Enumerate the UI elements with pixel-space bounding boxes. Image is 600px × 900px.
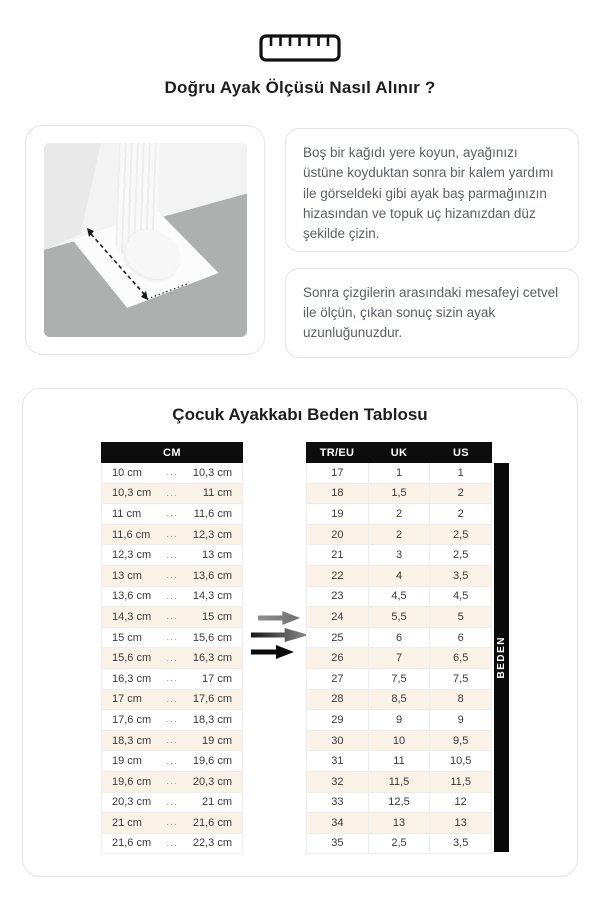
cm-min-value: 13 cm — [112, 569, 142, 582]
cm-table-row — [102, 834, 242, 855]
size-table-row — [307, 731, 492, 752]
cm-max-value: 19 cm — [202, 734, 232, 747]
instruction-step-2 — [285, 268, 579, 358]
size-cell-tr-eu: 19 — [307, 504, 369, 524]
size-cell-tr-eu: 29 — [307, 710, 369, 730]
size-cell-uk: 2 — [369, 525, 431, 545]
cm-min-value: 17,6 cm — [112, 713, 152, 726]
cm-table-row — [102, 545, 242, 566]
cm-range-separator: ... — [166, 652, 178, 664]
size-table-row — [307, 525, 492, 546]
ruler-icon — [259, 34, 341, 62]
size-cell-us: 3,5 — [430, 834, 492, 854]
size-cell-tr-eu: 20 — [307, 525, 369, 545]
cm-min-value: 16,3 cm — [112, 672, 152, 685]
cm-table-row — [102, 587, 242, 608]
cm-max-value: 17 cm — [202, 672, 232, 685]
size-cell-uk: 4,5 — [369, 587, 431, 607]
size-cell-us: 1 — [430, 463, 492, 483]
size-table-row — [307, 710, 492, 731]
instruction-step-1-text: Boş bir kağıdı yere koyun, ayağınızı üstüne koyduktan sonra bir kalem yardımı ile görseldeki gibi ayak baş parmağınızın hizasından ve topuk uç hizanızdan düz şekilde çizin. — [303, 145, 554, 241]
cm-max-value: 14,3 cm — [192, 590, 232, 603]
cm-table-row — [102, 628, 242, 649]
size-cell-tr-eu: 23 — [307, 587, 369, 607]
cm-table-row — [102, 463, 242, 484]
cm-min-value: 13,6 cm — [112, 590, 152, 603]
cm-table-row — [102, 484, 242, 505]
cm-max-value: 20,3 cm — [192, 775, 232, 788]
size-table-row — [307, 834, 492, 855]
measurement-arrow-icon — [44, 143, 247, 337]
arrow-right-icon — [258, 611, 300, 625]
cm-max-value: 21 cm — [202, 796, 232, 809]
cm-range-separator: ... — [166, 796, 178, 808]
size-table-row — [307, 793, 492, 814]
cm-range-separator: ... — [166, 467, 178, 479]
size-cell-uk: 1,5 — [369, 484, 431, 504]
size-table-row — [307, 628, 492, 649]
cm-min-value: 12,3 cm — [112, 549, 152, 562]
size-cell-us: 2 — [430, 504, 492, 524]
cm-table — [101, 442, 243, 854]
cm-table-row — [102, 648, 242, 669]
cm-table-row — [102, 690, 242, 711]
column-header-uk: UK — [390, 446, 408, 459]
arrow-right-icon — [251, 645, 294, 659]
cm-min-value: 19 cm — [112, 755, 142, 768]
size-cell-uk: 7,5 — [369, 669, 431, 689]
cm-table-row — [102, 669, 242, 690]
column-header-us: US — [453, 446, 469, 459]
cm-max-value: 10,3 cm — [192, 466, 232, 479]
size-cell-uk: 8,5 — [369, 690, 431, 710]
instruction-step-1 — [285, 128, 579, 252]
size-cell-tr-eu: 27 — [307, 669, 369, 689]
size-table-row — [307, 751, 492, 772]
cm-range-separator: ... — [166, 755, 178, 767]
size-cell-us: 13 — [430, 813, 492, 833]
cm-range-separator: ... — [166, 817, 178, 829]
conversion-arrows-icon — [251, 611, 311, 661]
cm-table-body — [101, 463, 243, 854]
size-cell-uk: 6 — [369, 628, 431, 648]
size-cell-uk: 1 — [369, 463, 431, 483]
size-table-row — [307, 566, 492, 587]
cm-range-separator: ... — [166, 632, 178, 644]
cm-max-value: 21,6 cm — [192, 816, 232, 829]
cm-table-row — [102, 710, 242, 731]
cm-max-value: 11,6 cm — [193, 507, 232, 520]
size-table-row — [307, 772, 492, 793]
size-cell-tr-eu: 33 — [307, 793, 369, 813]
size-cell-uk: 9 — [369, 710, 431, 730]
cm-range-separator: ... — [166, 529, 178, 541]
cm-min-value: 11,6 cm — [112, 528, 151, 541]
cm-range-separator: ... — [166, 611, 178, 623]
size-cell-us: 9 — [430, 710, 492, 730]
beden-axis-label: BEDEN — [496, 636, 507, 679]
size-table-header-row — [306, 442, 492, 463]
cm-range-separator: ... — [166, 590, 178, 602]
cm-range-separator: ... — [166, 837, 178, 849]
size-cell-us: 2 — [430, 484, 492, 504]
cm-min-value: 10 cm — [112, 466, 142, 479]
size-cell-tr-eu: 31 — [307, 751, 369, 771]
size-table-row — [307, 669, 492, 690]
size-cell-us: 3,5 — [430, 566, 492, 586]
cm-max-value: 15,6 cm — [192, 631, 232, 644]
size-table-row — [307, 484, 492, 505]
size-table-title: Çocuk Ayakkabı Beden Tablosu — [172, 405, 428, 424]
cm-table-header: CM — [101, 442, 243, 463]
size-cell-uk: 2,5 — [369, 834, 431, 854]
size-table-row — [307, 545, 492, 566]
size-cell-us: 5 — [430, 607, 492, 627]
foot-measurement-card — [25, 125, 265, 355]
cm-min-value: 17 cm — [112, 693, 142, 706]
size-cell-uk: 2 — [369, 504, 431, 524]
cm-max-value: 18,3 cm — [192, 713, 232, 726]
cm-table-row — [102, 731, 242, 752]
size-cell-us: 11,5 — [430, 772, 492, 792]
cm-min-value: 20,3 cm — [112, 796, 152, 809]
cm-min-value: 19,6 cm — [112, 775, 152, 788]
size-cell-uk: 7 — [369, 648, 431, 668]
cm-range-separator: ... — [166, 776, 178, 788]
arrow-right-icon — [251, 628, 309, 642]
size-cell-uk: 4 — [369, 566, 431, 586]
size-cell-tr-eu: 25 — [307, 628, 369, 648]
size-cell-us: 8 — [430, 690, 492, 710]
cm-max-value: 13 cm — [202, 549, 232, 562]
size-cell-tr-eu: 22 — [307, 566, 369, 586]
size-table-row — [307, 587, 492, 608]
foot-measurement-photo — [44, 143, 247, 337]
cm-table-row — [102, 772, 242, 793]
size-cell-uk: 10 — [369, 731, 431, 751]
size-cell-us: 7,5 — [430, 669, 492, 689]
instruction-step-2-text: Sonra çizgilerin arasındaki mesafeyi cetvel ile ölçün, çıkan sonuç sizin ayak uzunluğunuzdur. — [303, 284, 559, 341]
cm-range-separator: ... — [166, 549, 178, 561]
size-cell-tr-eu: 24 — [307, 607, 369, 627]
cm-max-value: 13,6 cm — [192, 569, 232, 582]
cm-max-value: 15 cm — [202, 610, 232, 623]
cm-min-value: 15 cm — [112, 631, 142, 644]
size-cell-tr-eu: 17 — [307, 463, 369, 483]
cm-min-value: 21 cm — [112, 816, 142, 829]
cm-min-value: 21,6 cm — [112, 837, 152, 850]
size-cell-uk: 5,5 — [369, 607, 431, 627]
cm-max-value: 19,6 cm — [192, 755, 232, 768]
cm-range-separator: ... — [166, 570, 178, 582]
size-cell-us: 10,5 — [430, 751, 492, 771]
size-cell-tr-eu: 21 — [307, 545, 369, 565]
cm-max-value: 11 cm — [202, 487, 232, 500]
cm-max-value: 16,3 cm — [192, 652, 232, 665]
size-cell-tr-eu: 26 — [307, 648, 369, 668]
size-table-row — [307, 504, 492, 525]
cm-table-row — [102, 813, 242, 834]
size-cell-us: 2,5 — [430, 525, 492, 545]
size-cell-us: 12 — [430, 793, 492, 813]
size-cell-us: 2,5 — [430, 545, 492, 565]
cm-min-value: 15,6 cm — [112, 652, 152, 665]
cm-min-value: 11 cm — [112, 507, 142, 520]
size-table-row — [307, 463, 492, 484]
size-table-row — [307, 690, 492, 711]
size-cell-tr-eu: 28 — [307, 690, 369, 710]
size-table-row — [307, 648, 492, 669]
cm-table-row — [102, 793, 242, 814]
size-cell-us: 6,5 — [430, 648, 492, 668]
size-cell-tr-eu: 35 — [307, 834, 369, 854]
cm-table-row — [102, 504, 242, 525]
cm-range-separator: ... — [166, 673, 178, 685]
cm-range-separator: ... — [166, 714, 178, 726]
size-cell-us: 6 — [430, 628, 492, 648]
size-cell-uk: 13 — [369, 813, 431, 833]
beden-axis-bar — [494, 463, 509, 852]
cm-min-value: 10,3 cm — [112, 487, 152, 500]
size-cell-uk: 3 — [369, 545, 431, 565]
size-cell-us: 9,5 — [430, 731, 492, 751]
size-table-row — [307, 607, 492, 628]
cm-min-value: 18,3 cm — [112, 734, 152, 747]
size-cell-uk: 12,5 — [369, 793, 431, 813]
size-table-card — [22, 388, 578, 877]
cm-table-row — [102, 525, 242, 546]
column-header-tr-eu: TR/EU — [319, 446, 355, 459]
size-conversion-table — [306, 442, 492, 854]
cm-range-separator: ... — [166, 693, 178, 705]
size-cell-us: 4,5 — [430, 587, 492, 607]
size-cell-uk: 11 — [369, 751, 431, 771]
size-table-body — [306, 463, 492, 854]
size-cell-tr-eu: 32 — [307, 772, 369, 792]
cm-max-value: 17,6 cm — [192, 693, 232, 706]
cm-table-row — [102, 607, 242, 628]
cm-range-separator: ... — [166, 508, 178, 520]
size-table-row — [307, 813, 492, 834]
page-title: Doğru Ayak Ölçüsü Nasıl Alınır ? — [164, 78, 436, 97]
size-cell-uk: 11,5 — [369, 772, 431, 792]
cm-min-value: 14,3 cm — [112, 610, 152, 623]
cm-max-value: 12,3 cm — [192, 528, 232, 541]
size-cell-tr-eu: 30 — [307, 731, 369, 751]
cm-range-separator: ... — [166, 735, 178, 747]
cm-max-value: 22,3 cm — [192, 837, 232, 850]
cm-range-separator: ... — [166, 487, 178, 499]
size-cell-tr-eu: 34 — [307, 813, 369, 833]
cm-table-row — [102, 751, 242, 772]
cm-table-row — [102, 566, 242, 587]
size-cell-tr-eu: 18 — [307, 484, 369, 504]
